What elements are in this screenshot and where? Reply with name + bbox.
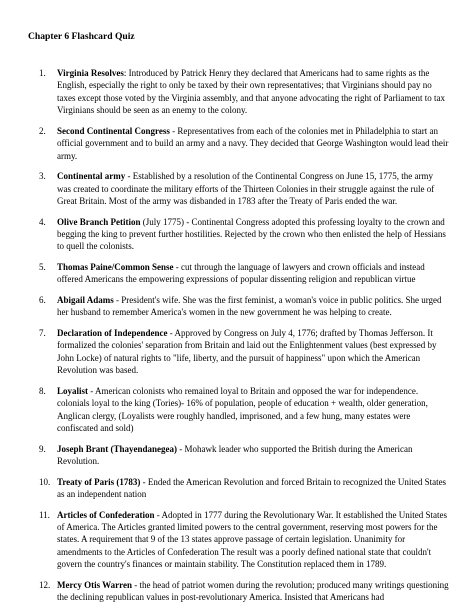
item-number: 10. xyxy=(39,476,51,487)
item-number: 2. xyxy=(39,125,46,136)
list-item xyxy=(0,216,474,253)
list-item xyxy=(0,125,474,162)
item-definition: - Representatives from each of the colonies met in Philadelphia to start an official government and to build an army and a navy. They decided that George Washington would lead their army. xyxy=(57,125,449,161)
item-definition: - Established by a resolution of the Continental Congress on June 15, 1775, the army was created to coordinate the military efforts of the Thirteen Colonies in their struggle against the rule of Great Britain. Most of the army was disbanded in 1783 after the Treaty of Paris ended the war. xyxy=(57,171,435,207)
item-definition: - cut through the language of lawyers and crown officials and instead offered Americans the empowering expressions of popular dissenting religion and republican virtue xyxy=(57,262,425,285)
item-number: 12. xyxy=(39,579,51,590)
list-item xyxy=(0,170,474,207)
item-body xyxy=(57,67,449,117)
item-definition: - American colonists who remained loyal to Britain and opposed the war for independence. colonials loyal to the king (Tories)- 16% of population, people of education + wealth, older generation, Anglican clergy, (Loyalists were roughly handled, imprisoned, and a few hung, many estates were confiscated and sold) xyxy=(57,385,428,434)
list-item xyxy=(0,67,474,117)
item-definition: - Mohawk leader who supported the British during the American Revolution. xyxy=(57,443,413,467)
item-term: Mercy Otis Warren xyxy=(57,579,132,590)
item-number: 6. xyxy=(39,295,46,306)
item-term: Articles of Confederation xyxy=(57,509,155,520)
item-body xyxy=(57,125,449,162)
item-term: Declaration of Independence xyxy=(57,328,168,339)
item-number: 9. xyxy=(39,443,46,454)
item-definition: : Introduced by Patrick Henry they declared that Americans had to same rights as the English, especially the right to only be taxed by their own representatives; that Virginians should pay no taxes except those voted by the Virginia assembly, and that anyone advocating the right of Parliament to tax Virginians should be seen as an enemy to the colony. xyxy=(57,68,445,116)
item-body xyxy=(57,509,449,571)
item-body xyxy=(57,216,449,253)
list-item xyxy=(0,385,474,435)
item-body xyxy=(57,170,449,207)
list-item xyxy=(0,579,474,604)
page-title: Chapter 6 Flashcard Quiz xyxy=(28,31,135,42)
item-term: Second Continental Congress xyxy=(57,125,170,136)
item-term: Olive Branch Petition xyxy=(57,216,141,227)
list-item xyxy=(0,443,474,468)
item-definition: - Ended the American Revolution and forced Britain to recognized the United States as an independent nation xyxy=(57,476,447,500)
item-body xyxy=(57,579,449,604)
item-term: Joseph Brant (Thayendanegea) xyxy=(57,443,178,454)
item-number: 1. xyxy=(39,68,46,78)
item-term: Virginia Resolves xyxy=(57,68,124,78)
item-definition: - Approved by Congress on July 4, 1776; drafted by Thomas Jefferson. It formalized the colonies' separation from Britain and laid out the Enlightenment values (best expressed by John Locke) of natural rights to "life, liberty, and the pursuit of happiness" upon which the American Revolution was based. xyxy=(57,328,437,376)
item-number: 8. xyxy=(39,385,46,396)
item-body xyxy=(57,476,449,501)
flashcard-list xyxy=(0,67,474,612)
item-body xyxy=(57,261,449,286)
item-term: Loyalist xyxy=(57,385,89,396)
item-definition: (July 1775) - Continental Congress adopted this professing loyalty to the crown and begging the king to prevent further hostilities. Rejected by the crown who then enlisted the help of Hessians to quell the colonists. xyxy=(57,216,446,252)
item-term: Continental army xyxy=(57,171,126,182)
item-number: 5. xyxy=(39,262,46,273)
item-number: 4. xyxy=(39,216,46,227)
list-item xyxy=(0,294,474,319)
list-item xyxy=(0,476,474,501)
list-item xyxy=(0,261,474,286)
item-number: 11. xyxy=(39,509,50,520)
item-term: Thomas Paine/Common Sense xyxy=(57,262,174,273)
item-body xyxy=(57,294,449,319)
list-item xyxy=(0,327,474,377)
item-definition: - Adopted in 1777 during the Revolutionary War. It established the United States of America. The Articles granted limited powers to the central government, reserving most powers for the states. A requirement that 9 of the 13 states approve passage of certain legislation. Unanimity for amendments to the Articles of Confederation The result was a poorly defined national state that couldn't govern the country's finances or maintain stability. The Constitution replaced them in 1789. xyxy=(57,509,448,570)
list-item xyxy=(0,509,474,571)
item-number: 3. xyxy=(39,171,46,182)
item-body xyxy=(57,385,449,435)
item-body xyxy=(57,327,449,377)
item-term: Abigail Adams xyxy=(57,295,114,306)
item-term: Treaty of Paris (1783) xyxy=(57,476,141,487)
item-number: 7. xyxy=(39,328,46,339)
item-body xyxy=(57,443,449,468)
item-definition: - the head of patriot women during the revolution; produced many writings questioning the declining republican values in post-revolutionary America. Insisted that Americans had xyxy=(57,579,449,603)
item-definition: - President's wife. She was the first feminist, a woman's voice in public politics. She urged her husband to remember America's women in the new government he was helping to create. xyxy=(57,295,442,318)
